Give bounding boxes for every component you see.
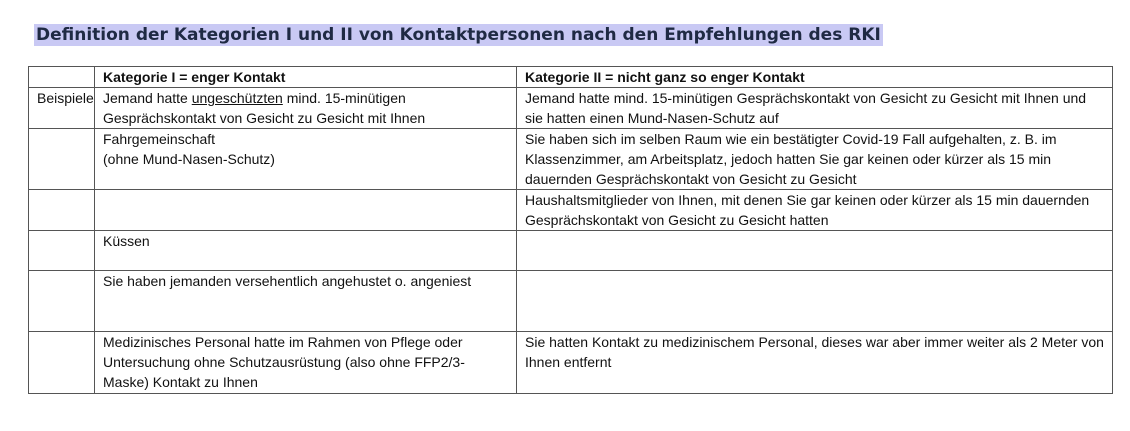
table-header-row [29,67,1113,88]
table-row [29,190,1113,231]
category-2-cell [517,231,1113,271]
category-1-cell: Küssen [95,231,517,271]
header-category-2: Kategorie II = nicht ganz so enger Kontakt [517,67,1113,88]
table-row [29,129,1113,190]
table-row [29,332,1113,394]
header-cell-empty [29,67,95,88]
category-1-cell [95,129,517,190]
category-1-cell: Sie haben jemanden versehentlich angehustet o. angeniest [95,271,517,332]
contact-category-table [28,66,1113,394]
category-1-cell [95,88,517,129]
underlined-text: ungeschützten [191,90,283,106]
document-title [34,23,883,47]
row-label [29,129,95,190]
category-2-cell: Jemand hatte mind. 15-minütigen Gesprächskontakt von Gesicht zu Gesicht mit Ihnen und sie hatten einen Mund-Nasen-Schutz auf [517,88,1113,129]
category-2-cell [517,271,1113,332]
header-category-1: Kategorie I = enger Kontakt [95,67,517,88]
row-label [29,271,95,332]
category-1-cell [95,190,517,231]
cell-line: Fahrgemeinschaft [103,131,216,147]
table-row [29,231,1113,271]
title-text: Definition der Kategorien I und II von Kontaktpersonen nach den Empfehlungen des RKI [36,25,881,45]
cell-text: mind. 15-minütigen Gesprächskontakt von Gesicht zu Gesicht mit Ihnen [103,90,426,126]
row-label [29,231,95,271]
cell-line: (ohne Mund-Nasen-Schutz) [103,151,275,167]
category-2-cell: Sie haben sich im selben Raum wie ein bestätigter Covid-19 Fall aufgehalten, z. B. im Klassenzimmer, am Arbeitsplatz, jedoch hatten Sie gar keinen oder kürzer als 15 min dauernden Gesprächskontakt von Gesicht zu Gesicht [517,129,1113,190]
category-1-cell: Medizinisches Personal hatte im Rahmen von Pflege oder Untersuchung ohne Schutzausrüstung (also ohne FFP2/3-Maske) Kontakt zu Ihnen [95,332,517,394]
category-2-cell: Sie hatten Kontakt zu medizinischem Personal, dieses war aber immer weiter als 2 Meter von Ihnen entfernt [517,332,1113,394]
table-row [29,271,1113,332]
row-label [29,332,95,394]
category-2-cell: Haushaltsmitglieder von Ihnen, mit denen Sie gar keinen oder kürzer als 15 min dauernden Gesprächskontakt von Gesicht zu Gesicht hatten [517,190,1113,231]
row-label: Beispiele [29,88,95,129]
cell-text: Jemand hatte [103,90,192,106]
row-label [29,190,95,231]
table-row [29,88,1113,129]
